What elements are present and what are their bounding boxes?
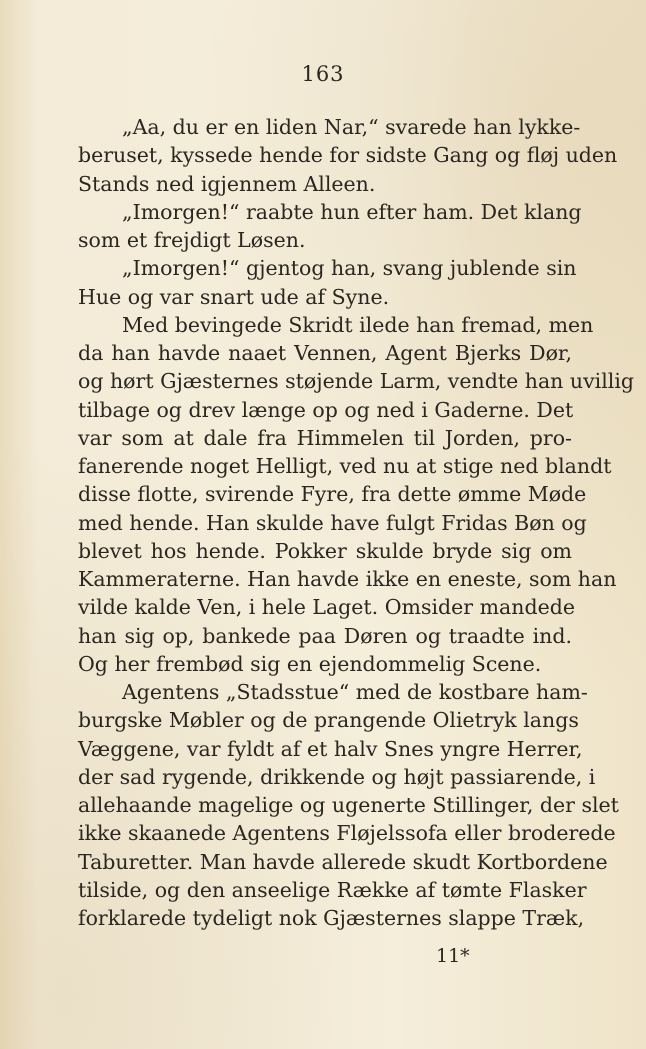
text-line: Kammeraterne. Han havde ikke en eneste, som han: [78, 567, 617, 591]
text-line: Hue og var snart ude af Syne.: [78, 284, 390, 309]
text-line: Agentens „Stadsstue“ med de kostbare ham-: [122, 680, 588, 704]
text-line: vilde kalde Ven, i hele Laget. Omsider mandede: [78, 595, 575, 620]
text-line: ikke skaanede Agentens Fløjelssofa eller broderede: [78, 821, 616, 846]
text-line: tilside, og den anseelige Række af tømte Flasker: [78, 877, 587, 902]
text-line: allehaande magelige og ugenerte Stillinger, der slet: [78, 793, 619, 817]
text-line: Væggene, var fyldt af et halv Snes yngre Herrer,: [78, 736, 583, 761]
text-line: Med bevingede Skridt ilede han fremad, men: [122, 312, 594, 337]
signature-mark: 11*: [436, 945, 470, 967]
text-line: disse flotte, svirende Fyre, fra dette ømme Møde: [78, 482, 587, 507]
text-line: og hørt Gjæsternes støjende Larm, vendte han uvillig: [78, 369, 635, 394]
page-number: 163: [301, 62, 345, 86]
text-line: blevet hos hende. Pokker skulde bryde sig om: [78, 538, 572, 563]
text-line: da han havde naaet Vennen, Agent Bjerks Dør,: [78, 341, 572, 365]
body-text: [78, 113, 635, 932]
text-line: med hende. Han skulde have fulgt Fridas Bøn og: [78, 510, 587, 535]
text-line: Og her frembød sig en ejendommelig Scene.: [78, 651, 542, 676]
text-line: Stands ned igjennem Alleen.: [78, 171, 376, 196]
text-line: tilbage og drev længe op og ned i Gaderne. Det: [78, 397, 574, 422]
text-line: „Aa, du er en liden Nar,“ svarede han lykke-: [122, 115, 581, 139]
text-line: „Imorgen!“ raabte hun efter ham. Det klang: [122, 199, 582, 224]
text-line: fanerende noget Helligt, ved nu at stige ned blandt: [78, 454, 612, 478]
text-line: der sad rygende, drikkende og højt passiarende, i: [78, 764, 596, 789]
text-line: som et frejdigt Løsen.: [78, 228, 306, 252]
text-line: burgske Møbler og de prangende Olietryk langs: [78, 708, 579, 733]
text-line: beruset, kyssede hende for sidste Gang og fløj uden: [78, 143, 618, 168]
text-line: Taburetter. Man havde allerede skudt Kortbordene: [78, 849, 608, 874]
text-line: „Imorgen!“ gjentog han, svang jublende sin: [122, 256, 577, 281]
text-line: han sig op, bankede paa Døren og traadte ind.: [78, 623, 572, 648]
text-line: forklarede tydeligt nok Gjæsternes slappe Træk,: [78, 906, 585, 930]
text-line: var som at dale fra Himmelen til Jorden, pro-: [78, 425, 572, 450]
